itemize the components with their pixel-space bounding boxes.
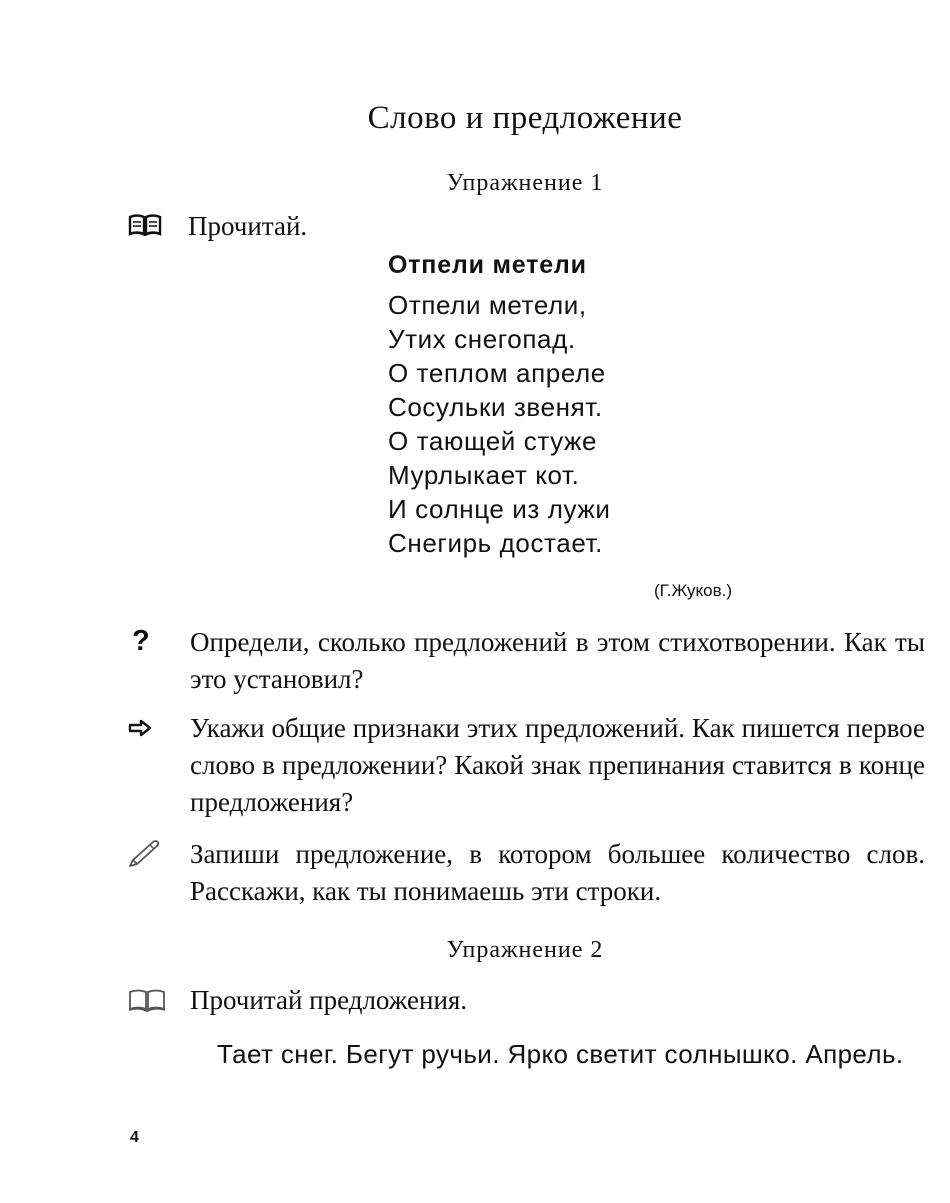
open-book-icon: [128, 988, 166, 1012]
question-text: Определи, сколько предложений в этом стихотворении. Как ты это установил?: [190, 627, 925, 694]
poem-line: Мурлыкает кот.: [388, 460, 580, 490]
write-task-text: Запиши предложение, в котором большее количество слов. Расскажи, как ты понимаешь эти строки.: [190, 839, 925, 906]
poem-line: Утих снегопад.: [388, 324, 576, 354]
poem-line: Сосульки звенят.: [388, 392, 603, 422]
exercise-2-instruction: Прочитай предложения.: [190, 985, 468, 1015]
pen-icon: [127, 838, 161, 868]
arrow-right-icon: [128, 719, 152, 737]
poem-line: Отпели метели,: [388, 290, 587, 320]
page-number: 4: [130, 1129, 139, 1146]
poem-line: Снегирь достает.: [388, 528, 603, 558]
exercise-1-instruction: Прочитай.: [188, 211, 308, 241]
task-text: Укажи общие признаки этих предложений. Как пишется первое слово в предложении? Какой знак препинания ставится в конце предложения?: [190, 713, 925, 817]
page-title: Слово и предложение: [367, 100, 683, 136]
poem-line: И солнце из лужи: [388, 494, 611, 524]
question-mark-icon: ?: [132, 625, 150, 657]
poem-author: (Г.Жуков.): [654, 581, 733, 600]
exercise-2-heading: Упражнение 2: [446, 937, 604, 963]
exercise-2-text: Тает снег. Бегут ручьи. Ярко светит солнышко. Апрель.: [217, 1039, 904, 1069]
poem-line: О тающей стуже: [388, 426, 598, 456]
poem-line: О теплом апреле: [388, 358, 606, 388]
poem-title: Отпели метели: [388, 251, 587, 279]
poem: [388, 288, 611, 560]
open-book-icon: [128, 214, 162, 236]
exercise-1-heading: Упражнение 1: [446, 170, 604, 196]
